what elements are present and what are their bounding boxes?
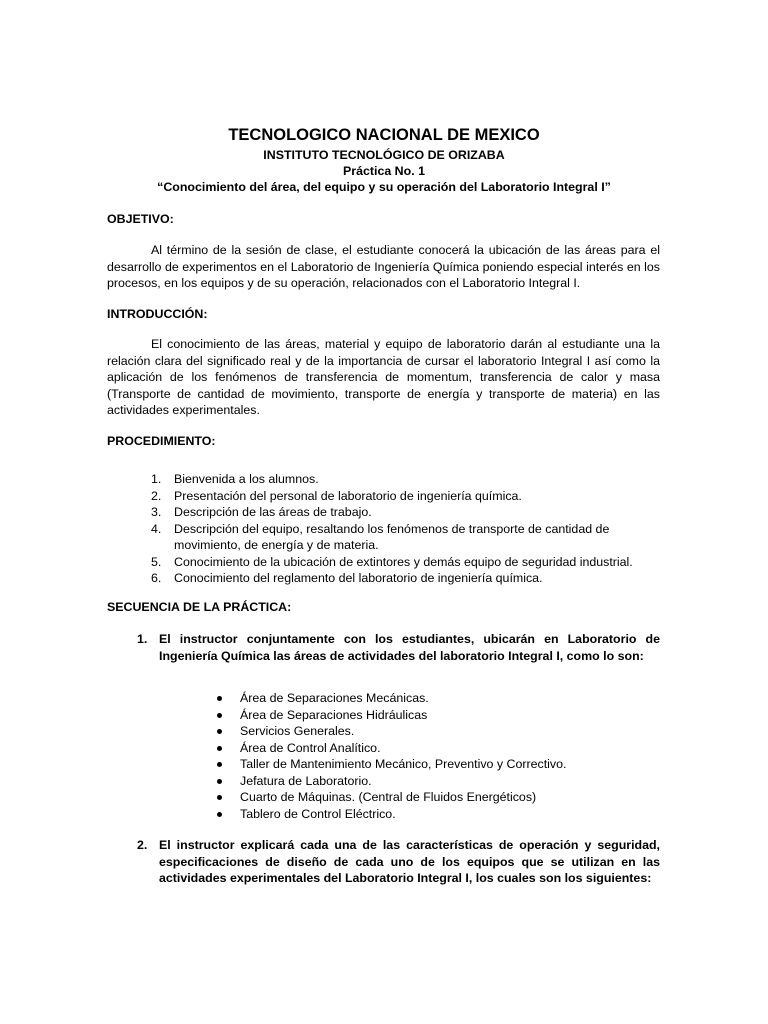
list-number: 5. bbox=[151, 554, 162, 569]
list-item bbox=[215, 707, 660, 724]
list-number: 3. bbox=[151, 505, 162, 519]
list-text: Servicios Generales. bbox=[240, 724, 355, 738]
list-text: Conocimiento del reglamento del laboratorio de ingeniería química. bbox=[174, 571, 543, 585]
list-item bbox=[107, 504, 660, 521]
list-text: Taller de Mantenimiento Mecánico, Preventivo y Correctivo. bbox=[240, 757, 567, 771]
list-item bbox=[107, 488, 660, 505]
areas-list bbox=[215, 690, 660, 822]
list-number: 2. bbox=[137, 838, 148, 852]
list-item bbox=[215, 723, 660, 740]
list-text: El instructor explicará cada una de las características de operación y seguridad, especificaciones de diseño de cada uno de los equipos que se utilizan en las actividades experimentales del Laboratorio Integral I, los cuales son los siguientes: bbox=[159, 838, 660, 885]
list-text: Área de Separaciones Mecánicas. bbox=[240, 691, 429, 705]
list-text: Bienvenida a los alumnos. bbox=[174, 472, 319, 486]
list-item bbox=[215, 789, 660, 806]
list-item bbox=[107, 554, 660, 571]
bullet-icon bbox=[217, 746, 222, 751]
bullet-icon bbox=[217, 729, 222, 734]
list-number: 6. bbox=[151, 571, 162, 585]
list-text: Jefatura de Laboratorio. bbox=[240, 773, 372, 788]
list-text: Descripción de las áreas de trabajo. bbox=[174, 505, 372, 519]
bullet-icon bbox=[217, 779, 222, 784]
campus-title: INSTITUTO TECNOLÓGICO DE ORIZABA bbox=[263, 148, 505, 162]
practice-number: Práctica No. 1 bbox=[343, 164, 425, 178]
list-text: Área de Control Analítico. bbox=[240, 740, 381, 755]
list-text: Tablero de Control Eléctrico. bbox=[240, 806, 396, 821]
secuencia-item-1 bbox=[107, 631, 660, 664]
list-item bbox=[107, 521, 660, 554]
bullet-icon bbox=[217, 696, 222, 701]
list-number: 1. bbox=[137, 632, 148, 646]
introduccion-text: El conocimiento de las áreas, material y equipo de laboratorio darán al estudiante una la relación clara del significado real y de la importancia de cursar el laboratorio Integral I así como la aplicación de los fenómenos de transferencia de momentum, transferencia de calor y masa (Transporte de cantidad de movimiento, transporte de energía y transporte de materia) en las actividades experimentales. bbox=[107, 337, 660, 417]
list-text: Área de Separaciones Hidráulicas bbox=[240, 707, 428, 722]
list-text: Conocimiento de la ubicación de extintores y demás equipo de seguridad industrial. bbox=[174, 554, 633, 569]
list-text: El instructor conjuntamente con los estudiantes, ubicarán en Laboratorio de Ingeniería Química las áreas de actividades del laboratorio Integral I, como lo son: bbox=[159, 632, 660, 663]
list-item bbox=[107, 570, 660, 587]
list-item bbox=[215, 806, 660, 823]
institution-title: TECNOLOGICO NACIONAL DE MEXICO bbox=[228, 126, 540, 144]
list-item bbox=[215, 773, 660, 790]
procedimiento-heading: PROCEDIMIENTO: bbox=[107, 434, 216, 448]
bullet-icon bbox=[217, 812, 222, 817]
list-text: Presentación del personal de laboratorio de ingeniería química. bbox=[174, 488, 522, 503]
list-text: Cuarto de Máquinas. (Central de Fluidos Energéticos) bbox=[240, 790, 537, 804]
secuencia-heading: SECUENCIA DE LA PRÁCTICA: bbox=[107, 600, 292, 614]
objetivo-heading: OBJETIVO: bbox=[107, 212, 174, 226]
introduccion-heading: INTRODUCCIÓN: bbox=[107, 307, 208, 321]
objetivo-text: Al término de la sesión de clase, el estudiante conocerá la ubicación de las áreas para el desarrollo de experimentos en el Laboratorio de Ingeniería Química poniendo especial interés en los procesos, en los equipos y de su operación, relacionados con el Laboratorio Integral I. bbox=[107, 243, 660, 290]
list-item bbox=[215, 756, 660, 773]
bullet-icon bbox=[217, 713, 222, 718]
list-number: 1. bbox=[151, 472, 162, 486]
list-number: 2. bbox=[151, 488, 162, 503]
list-text: Descripción del equipo, resaltando los fenómenos de transporte de cantidad de movimiento, de energía y de materia. bbox=[174, 521, 610, 552]
list-item bbox=[107, 471, 660, 488]
bullet-icon bbox=[217, 795, 222, 800]
list-item bbox=[215, 690, 660, 707]
list-item bbox=[215, 740, 660, 757]
list-number: 4. bbox=[151, 521, 162, 536]
practice-title: “Conocimiento del área, del equipo y su operación del Laboratorio Integral I” bbox=[157, 180, 611, 194]
procedimiento-list bbox=[107, 471, 660, 587]
secuencia-item-2 bbox=[107, 837, 660, 887]
bullet-icon bbox=[217, 762, 222, 767]
